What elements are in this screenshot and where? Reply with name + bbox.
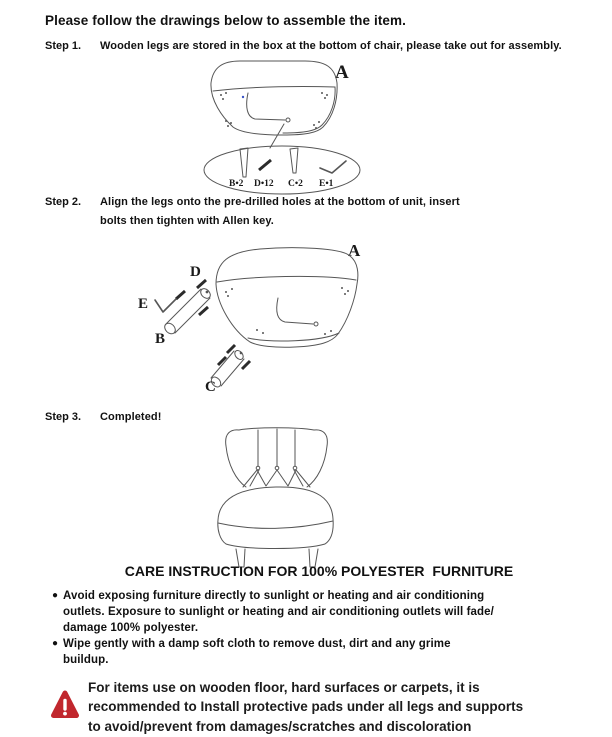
bullet-icon: ●: [52, 590, 59, 601]
diagram1-unit-label: A: [335, 62, 349, 83]
step2-diagram: [120, 232, 400, 400]
completed-chair-diagram: [195, 420, 425, 570]
warning-line: to avoid/prevent from damages/scratches and discoloration: [88, 718, 472, 734]
step1-label: Step 1.: [45, 40, 82, 52]
warning-icon: [51, 688, 79, 724]
screw-holes: [220, 92, 328, 129]
chair-seat: [218, 487, 333, 549]
tuft-button: [293, 466, 297, 470]
bolt-dash: [242, 361, 250, 369]
step2-text-line2: bolts then tighten with Allen key.: [100, 215, 274, 227]
label-b: B: [155, 331, 166, 347]
step2-label: Step 2.: [45, 196, 82, 208]
part-label-b: B•2: [229, 179, 244, 189]
care-bullet-list: [52, 588, 557, 668]
page-title: Please follow the drawings below to assemble the item.: [45, 13, 406, 28]
step1-text: Wooden legs are stored in the box at the bottom of chair, please take out for assembly.: [100, 40, 562, 52]
step3-text: Completed!: [100, 411, 162, 423]
bolt-dash: [176, 291, 185, 299]
label-d: D: [190, 264, 201, 280]
warning-note: [88, 678, 523, 736]
panel-right-edge: [283, 87, 335, 133]
back-edge-line: [217, 276, 356, 282]
part-label-c: C•2: [288, 179, 303, 189]
care-bullet-text: damage 100% polyester.: [63, 622, 199, 634]
label-c: C: [205, 379, 216, 395]
cord-end: [286, 118, 290, 122]
care-bullet-item: [52, 588, 557, 604]
care-heading: CARE INSTRUCTION FOR 100% POLYESTER FURNITURE: [124, 563, 514, 579]
part-leg-c: [290, 148, 298, 173]
pointer-line: [270, 124, 284, 148]
warning-line: For items use on wooden floor, hard surfaces or carpets, it is: [88, 680, 480, 695]
bolt-dash: [197, 280, 206, 288]
part-label-e: E•1: [319, 179, 334, 189]
care-bullet-text: Wipe gently with a damp soft cloth to remove dust, dirt and any grime: [63, 638, 451, 650]
part-bolt-d: [259, 160, 271, 170]
diagram2-unit-label: A: [348, 241, 361, 260]
step2-text-line1: Align the legs onto the pre-drilled holes at the bottom of unit, insert: [100, 196, 460, 208]
part-label-d: D•12: [254, 179, 274, 189]
screw-holes: [225, 287, 349, 335]
blue-mark: [242, 96, 244, 98]
care-bullet-text: buildup.: [63, 654, 109, 666]
allen-key: [155, 299, 176, 312]
bolt-dash: [218, 357, 226, 365]
tuft-button: [256, 466, 260, 470]
care-bullet-text: outlets. Exposure to sunlight or heating and air conditioning outlets will fade/: [63, 606, 494, 618]
part-allen-key-e: [320, 161, 346, 173]
bullet-icon: ●: [52, 638, 59, 649]
warning-line: recommended to Install protective pads under all legs and supports: [88, 699, 524, 715]
tuft-pleats: [243, 470, 310, 487]
seat-seam: [218, 521, 333, 528]
cord-detail: [277, 298, 313, 324]
label-e: E: [138, 296, 149, 312]
unit-outline: [216, 248, 358, 348]
chair-bottom-outline: [211, 61, 337, 135]
cord-end: [314, 322, 318, 326]
care-bullet-text: Avoid exposing furniture directly to sunlight or heating and air conditioning: [63, 590, 485, 602]
step3-label: Step 3.: [45, 411, 82, 423]
step1-diagram: [185, 55, 385, 197]
tuft-button: [275, 466, 279, 470]
part-leg-b: [240, 148, 248, 177]
cord-detail: [247, 93, 285, 120]
panel-top-edge: [213, 86, 335, 91]
care-bullet-item: [52, 636, 557, 652]
